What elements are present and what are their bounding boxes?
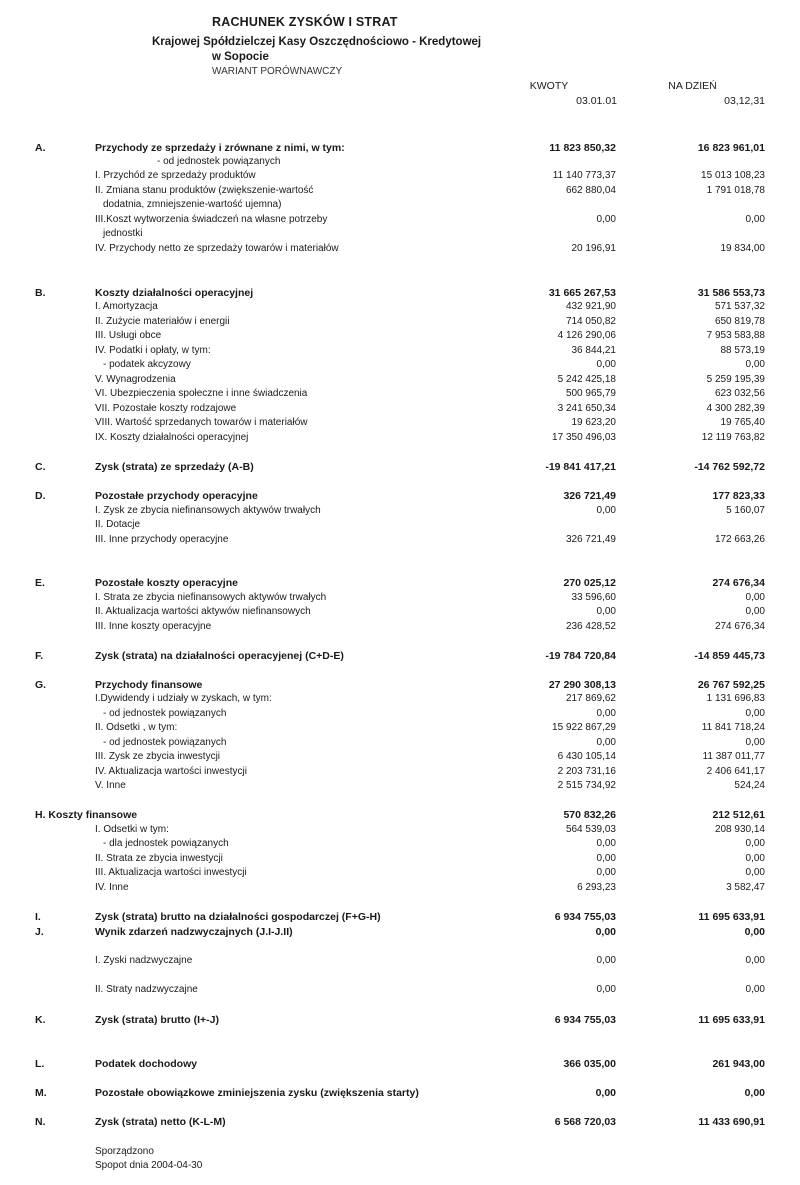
table-row <box>0 837 800 851</box>
row-value-col2: 16 823 961,01 <box>697 142 765 154</box>
row-value-col2: 274 676,34 <box>712 577 765 589</box>
table-row <box>0 707 800 721</box>
row-value-col2: 19 765,40 <box>720 417 765 428</box>
table-row <box>0 852 800 866</box>
row-label: III. Inne przychody operacyjne <box>95 534 229 545</box>
row-label: I. Strata ze zbycia niefinansowych aktywów trwałych <box>95 592 327 603</box>
row-value-col2: 0,00 <box>745 838 765 849</box>
row-label: I. Przychód ze sprzedaży produktów <box>95 170 256 181</box>
row-label: Pozostałe obowiązkowe zminiejszenia zysku (zwiększenia starty) <box>95 1087 419 1099</box>
row-value-col1: 6 934 755,03 <box>554 911 616 923</box>
row-value-col2: 11 695 633,91 <box>698 911 765 923</box>
row-value-col1: -19 784 720,84 <box>545 650 616 662</box>
row-value-col2: 2 406 641,17 <box>706 766 765 777</box>
row-value-col2: 5 259 195,39 <box>706 374 765 385</box>
row-value-col1: 6 568 720,03 <box>554 1116 616 1128</box>
row-label: - od jednostek powiązanych <box>103 708 227 719</box>
row-value-col2: 0,00 <box>745 867 765 878</box>
row-value-col2: 650 819,78 <box>714 316 765 327</box>
table-row <box>0 504 800 518</box>
variant-label: WARIANT PORÓWNAWCZY <box>212 66 343 77</box>
row-value-col2: 15 013 108,23 <box>701 170 765 181</box>
row-label: Zysk (strata) na działalności operacyjenej (C+D-E) <box>95 650 344 662</box>
row-label: II. Dotacje <box>95 519 141 530</box>
row-value-col1: 432 921,90 <box>565 301 616 312</box>
row-value-col1: 2 515 734,92 <box>557 780 616 791</box>
row-value-col1: 0,00 <box>596 606 616 617</box>
row-label: VI. Ubezpieczenia społeczne i inne świadczenia <box>95 388 308 399</box>
table-row <box>0 329 800 343</box>
row-value-col1: 270 025,12 <box>563 577 616 589</box>
row-label: II. Zużycie materiałów i energii <box>95 316 230 327</box>
row-label: dodatnia, zmniejszenie-wartość ujemna) <box>103 199 282 210</box>
table-row <box>0 227 800 241</box>
row-value-col2: 0,00 <box>745 984 765 995</box>
row-value-col2: 177 823,33 <box>712 490 765 502</box>
table-row <box>0 416 800 430</box>
row-label: Zysk (strata) ze sprzedaży (A-B) <box>95 461 254 473</box>
row-label: Przychody finansowe <box>95 679 203 691</box>
table-row <box>0 373 800 387</box>
row-label: III. Inne koszty operacyjne <box>95 621 212 632</box>
row-label: - dla jednostek powiązanych <box>103 838 229 849</box>
row-label: IV. Aktualizacja wartości inwestycji <box>95 766 247 777</box>
row-label: Wynik zdarzeń nadzwyczajnych (J.I-J.II) <box>95 926 293 938</box>
prepared-label: Sporządzono <box>95 1146 154 1157</box>
row-value-col2: 0,00 <box>745 737 765 748</box>
table-row <box>0 1115 800 1129</box>
table-row <box>0 213 800 227</box>
row-value-col1: 11 140 773,37 <box>552 170 616 181</box>
row-letter: E. <box>35 577 45 589</box>
row-value-col1: 366 035,00 <box>563 1058 616 1070</box>
row-value-col2: 11 841 718,24 <box>701 722 765 733</box>
row-label: I. Amortyzacja <box>95 301 158 312</box>
row-letter: L. <box>35 1058 45 1070</box>
row-label: I. Odsetki w tym: <box>95 824 169 835</box>
row-label: IV. Podatki i opłaty, w tym: <box>95 345 211 356</box>
table-row <box>0 387 800 401</box>
row-label: II. Aktualizacja wartości aktywów niefinansowych <box>95 606 311 617</box>
row-label: II. Zmiana stanu produktów (zwiększenie-wartość <box>95 185 314 196</box>
row-value-col2: 0,00 <box>745 606 765 617</box>
table-row <box>0 460 800 474</box>
row-value-col2: 12 119 763,82 <box>701 432 765 443</box>
row-label: jednostki <box>103 228 143 239</box>
row-value-col1: 662 880,04 <box>565 185 616 196</box>
row-value-col1: 500 965,79 <box>565 388 616 399</box>
row-label: - podatek akcyzowy <box>103 359 191 370</box>
row-value-col1: 27 290 308,13 <box>548 679 616 691</box>
row-label: VII. Pozostałe koszty rodzajowe <box>95 403 237 414</box>
row-value-col1: 4 126 290,06 <box>557 330 616 341</box>
row-label: Zysk (strata) netto (K-L-M) <box>95 1116 226 1128</box>
table-row <box>0 1013 800 1027</box>
row-value-col1: 33 596,60 <box>571 592 616 603</box>
row-value-col2: 623 032,56 <box>714 388 765 399</box>
table-row <box>0 736 800 750</box>
row-letter: I. <box>35 911 41 923</box>
row-value-col1: 0,00 <box>596 853 616 864</box>
row-value-col1: 0,00 <box>595 926 616 938</box>
row-value-col2: 3 582,47 <box>726 882 765 893</box>
row-value-col1: 714 050,82 <box>565 316 616 327</box>
row-label: Przychody ze sprzedaży i zrównane z nimi, w tym: <box>95 142 345 154</box>
row-value-col1: 0,00 <box>595 1087 616 1099</box>
row-label: III. Zysk ze zbycia inwestycji <box>95 751 221 762</box>
row-value-col2: 1 791 018,78 <box>706 185 765 196</box>
row-value-col2: 212 512,61 <box>712 809 765 821</box>
row-value-col1: 326 721,49 <box>565 534 616 545</box>
row-value-col2: -14 859 445,73 <box>694 650 765 662</box>
row-label: V. Wynagrodzenia <box>95 374 176 385</box>
table-row <box>0 823 800 837</box>
table-row <box>0 866 800 880</box>
row-label: - od jednostek powiązanych <box>157 156 281 167</box>
row-value-col2: 0,00 <box>744 1087 765 1099</box>
row-letter: N. <box>35 1116 46 1128</box>
table-row <box>0 242 800 256</box>
row-label: III.Koszt wytworzenia świadczeń na własne potrzeby <box>95 214 328 225</box>
row-value-col1: 0,00 <box>596 955 616 966</box>
col2-header-date: 03,12,31 <box>724 95 765 107</box>
row-label: Podatek dochodowy <box>95 1058 198 1070</box>
institution-location: w Sopocie <box>212 51 269 63</box>
row-letter: A. <box>35 142 46 154</box>
row-letter: C. <box>35 461 46 473</box>
row-label: I.Dywidendy i udziały w zyskach, w tym: <box>95 693 272 704</box>
row-value-col2: 274 676,34 <box>714 621 765 632</box>
row-value-col2: 11 387 011,77 <box>702 751 765 762</box>
table-row <box>0 983 800 997</box>
table-row <box>0 954 800 968</box>
table-row <box>0 489 800 503</box>
row-value-col1: 20 196,91 <box>571 243 616 254</box>
row-label: II. Strata ze zbycia inwestycji <box>95 853 223 864</box>
row-value-col1: 0,00 <box>596 737 616 748</box>
row-value-col2: 571 537,32 <box>714 301 765 312</box>
table-row <box>0 198 800 212</box>
table-row <box>0 649 800 663</box>
row-value-col1: 6 934 755,03 <box>554 1014 616 1026</box>
row-label: III. Usługi obce <box>95 330 162 341</box>
row-value-col2: 0,00 <box>744 926 765 938</box>
table-row <box>0 533 800 547</box>
col1-header-date: 03.01.01 <box>576 95 617 107</box>
row-value-col2: 7 953 583,88 <box>706 330 765 341</box>
row-letter: F. <box>35 650 44 662</box>
row-label: IX. Koszty działalności operacyjnej <box>95 432 249 443</box>
table-row <box>0 358 800 372</box>
table-row <box>0 344 800 358</box>
row-value-col1: 570 832,26 <box>563 809 616 821</box>
table-row <box>0 155 800 169</box>
table-row <box>0 881 800 895</box>
prepared-date: Spopot dnia 2004-04-30 <box>95 1160 203 1171</box>
row-label: Zysk (strata) brutto (I+-J) <box>95 1014 219 1026</box>
row-value-col2: 261 943,00 <box>712 1058 765 1070</box>
row-value-col2: 11 695 633,91 <box>698 1014 765 1026</box>
table-row <box>0 620 800 634</box>
row-value-col2: 26 767 592,25 <box>697 679 765 691</box>
table-row <box>0 721 800 735</box>
row-value-col1: 19 623,20 <box>571 417 616 428</box>
row-value-col2: 0,00 <box>745 708 765 719</box>
row-value-col2: 172 663,26 <box>714 534 765 545</box>
row-value-col1: 6 430 105,14 <box>557 751 616 762</box>
row-value-col2: 4 300 282,39 <box>706 403 765 414</box>
table-row <box>0 750 800 764</box>
row-value-col2: 0,00 <box>745 853 765 864</box>
row-value-col1: 3 241 650,34 <box>557 403 616 414</box>
row-label: IV. Przychody netto ze sprzedaży towarów i materiałów <box>95 243 339 254</box>
row-value-col1: 0,00 <box>596 214 616 225</box>
row-letter: M. <box>35 1087 47 1099</box>
row-letter: G. <box>35 679 47 691</box>
row-value-col1: 6 293,23 <box>577 882 616 893</box>
row-value-col2: 208 930,14 <box>714 824 765 835</box>
row-value-col1: 326 721,49 <box>563 490 616 502</box>
row-value-col2: 524,24 <box>734 780 765 791</box>
table-row <box>0 431 800 445</box>
row-label: I. Zysk ze zbycia niefinansowych aktywów trwałych <box>95 505 321 516</box>
row-value-col1: 17 350 496,03 <box>552 432 616 443</box>
row-value-col1: 5 242 425,18 <box>557 374 616 385</box>
table-row <box>0 925 800 939</box>
row-label: Pozostałe koszty operacyjne <box>95 577 238 589</box>
table-row <box>0 910 800 924</box>
row-value-col2: 0,00 <box>745 592 765 603</box>
row-label: - od jednostek powiązanych <box>103 737 227 748</box>
row-value-col2: 19 834,00 <box>720 243 765 254</box>
row-value-col1: 11 823 850,32 <box>549 142 616 154</box>
row-value-col2: 0,00 <box>745 955 765 966</box>
table-row <box>0 300 800 314</box>
table-row <box>0 518 800 532</box>
row-letter: J. <box>35 926 44 938</box>
table-row <box>0 1057 800 1071</box>
table-row <box>0 591 800 605</box>
row-label: II. Odsetki , w tym: <box>95 722 178 733</box>
row-value-col1: 0,00 <box>596 505 616 516</box>
row-value-col1: 2 203 731,16 <box>557 766 616 777</box>
row-label: H. Koszty finansowe <box>35 809 138 821</box>
row-letter: B. <box>35 287 46 299</box>
row-letter: K. <box>35 1014 46 1026</box>
row-letter: D. <box>35 490 46 502</box>
row-value-col2: -14 762 592,72 <box>694 461 765 473</box>
row-value-col2: 88 573,19 <box>720 345 765 356</box>
row-label: I. Zyski nadzwyczajne <box>95 955 193 966</box>
row-label: V. Inne <box>95 780 126 791</box>
row-label: Koszty działalności operacyjnej <box>95 287 254 299</box>
table-row <box>0 169 800 183</box>
row-value-col1: 217 869,62 <box>565 693 616 704</box>
table-row <box>0 765 800 779</box>
row-value-col1: 236 428,52 <box>565 621 616 632</box>
row-value-col1: 564 539,03 <box>565 824 616 835</box>
row-label: III. Aktualizacja wartości inwestycji <box>95 867 247 878</box>
table-row <box>0 808 800 822</box>
table-row <box>0 605 800 619</box>
row-value-col1: 31 665 267,53 <box>548 287 616 299</box>
row-value-col1: 0,00 <box>596 984 616 995</box>
table-row <box>0 402 800 416</box>
table-row <box>0 141 800 155</box>
row-value-col1: 36 844,21 <box>571 345 616 356</box>
row-value-col1: 0,00 <box>596 838 616 849</box>
table-row <box>0 1086 800 1100</box>
row-value-col2: 11 433 690,91 <box>698 1116 765 1128</box>
col2-header-label: NA DZIEŃ <box>668 80 717 92</box>
table-row <box>0 692 800 706</box>
row-value-col1: 0,00 <box>596 867 616 878</box>
row-label: Zysk (strata) brutto na działalności gospodarczej (F+G-H) <box>95 911 381 923</box>
table-row <box>0 315 800 329</box>
row-value-col2: 5 160,07 <box>726 505 765 516</box>
row-value-col2: 0,00 <box>745 359 765 370</box>
table-row <box>0 576 800 590</box>
row-label: IV. Inne <box>95 882 129 893</box>
row-value-col1: 0,00 <box>596 708 616 719</box>
row-value-col1: 0,00 <box>596 359 616 370</box>
institution-name: Krajowej Spółdzielczej Kasy Oszczędnościowo - Kredytowej <box>152 36 482 48</box>
table-row <box>0 779 800 793</box>
row-label: II. Straty nadzwyczajne <box>95 984 198 995</box>
row-label: VIII. Wartość sprzedanych towarów i materiałów <box>95 417 308 428</box>
statement-title: RACHUNEK ZYSKÓW I STRAT <box>212 15 398 29</box>
row-value-col2: 0,00 <box>745 214 765 225</box>
col1-header-label: KWOTY <box>529 80 569 92</box>
table-row <box>0 678 800 692</box>
table-row <box>0 286 800 300</box>
row-value-col2: 1 131 696,83 <box>706 693 765 704</box>
table-row <box>0 184 800 198</box>
row-label: Pozostałe przychody operacyjne <box>95 490 258 502</box>
row-value-col1: 15 922 867,29 <box>552 722 616 733</box>
row-value-col1: -19 841 417,21 <box>545 461 616 473</box>
row-value-col2: 31 586 553,73 <box>697 287 765 299</box>
